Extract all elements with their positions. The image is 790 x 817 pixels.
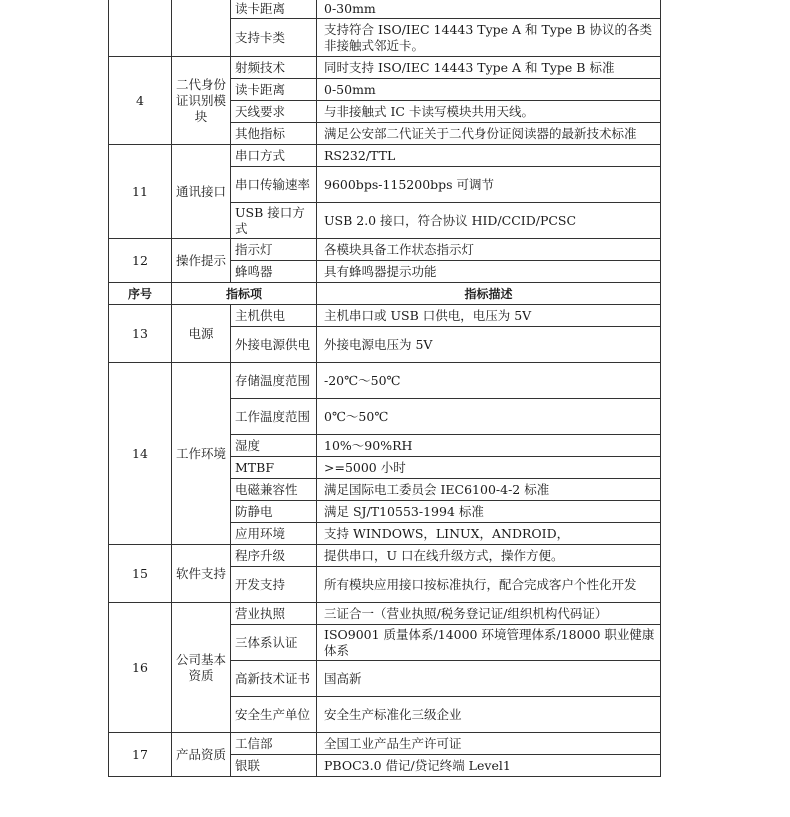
- item-value: 三证合一（营业执照/税务登记证/组织机构代码证）: [317, 603, 661, 625]
- category-cell: 二代身份证识别模块: [172, 57, 231, 145]
- item-label: 程序升级: [231, 545, 317, 567]
- spec-table: [108, 0, 661, 777]
- category-cell: 操作提示: [172, 239, 231, 283]
- row-number: 12: [109, 239, 172, 283]
- item-value: 安全生产标准化三级企业: [317, 697, 661, 733]
- item-label: 其他指标: [231, 123, 317, 145]
- category-cell: [172, 0, 231, 57]
- item-value: ISO9001 质量体系/14000 环境管理体系/18000 职业健康体系: [317, 625, 661, 661]
- row-number: 11: [109, 145, 172, 239]
- category-cell: 公司基本资质: [172, 603, 231, 733]
- item-value: 所有模块应用接口按标准执行，配合完成客户个性化开发: [317, 567, 661, 603]
- item-label: 工作温度范围: [231, 399, 317, 435]
- row-number: [109, 0, 172, 57]
- item-value: 全国工业产品生产许可证: [317, 733, 661, 755]
- item-value: 各模块具备工作状态指示灯: [317, 239, 661, 261]
- item-value: 0-30mm: [317, 0, 661, 19]
- header-description: 指标描述: [317, 283, 661, 305]
- row-number: 4: [109, 57, 172, 145]
- item-value: 支持 WINDOWS，LINUX，ANDROID，: [317, 523, 661, 545]
- table-row: [109, 363, 661, 399]
- row-number: 16: [109, 603, 172, 733]
- item-label: 电磁兼容性: [231, 479, 317, 501]
- item-value: 10%～90%RH: [317, 435, 661, 457]
- item-value: 满足 SJ/T10553-1994 标准: [317, 501, 661, 523]
- table-row: [109, 733, 661, 755]
- item-label: 存储温度范围: [231, 363, 317, 399]
- item-label: 应用环境: [231, 523, 317, 545]
- item-label: 安全生产单位: [231, 697, 317, 733]
- row-number: 17: [109, 733, 172, 777]
- item-value: PBOC3.0 借记/贷记终端 Level1: [317, 755, 661, 777]
- item-label: 指示灯: [231, 239, 317, 261]
- item-label: 湿度: [231, 435, 317, 457]
- item-value: 主机串口或 USB 口供电，电压为 5V: [317, 305, 661, 327]
- item-value: 0-50mm: [317, 79, 661, 101]
- item-value: 外接电源电压为 5V: [317, 327, 661, 363]
- item-label: MTBF: [231, 457, 317, 479]
- row-number: 14: [109, 363, 172, 545]
- item-label: 银联: [231, 755, 317, 777]
- table-row: [109, 545, 661, 567]
- item-value: 满足国际电工委员会 IEC6100-4-2 标准: [317, 479, 661, 501]
- item-value: >=5000 小时: [317, 457, 661, 479]
- item-label: 读卡距离: [231, 79, 317, 101]
- item-value: 满足公安部二代证关于二代身份证阅读器的最新技术标准: [317, 123, 661, 145]
- item-label: 蜂鸣器: [231, 261, 317, 283]
- category-cell: 通讯接口: [172, 145, 231, 239]
- item-label: 外接电源供电: [231, 327, 317, 363]
- item-value: 0℃～50℃: [317, 399, 661, 435]
- row-number: 13: [109, 305, 172, 363]
- row-number: 15: [109, 545, 172, 603]
- item-value: 支持符合 ISO/IEC 14443 Type A 和 Type B 协议的各类非接触式邻近卡。: [317, 19, 661, 57]
- item-label: 三体系认证: [231, 625, 317, 661]
- item-value: 具有蜂鸣器提示功能: [317, 261, 661, 283]
- item-label: 开发支持: [231, 567, 317, 603]
- item-value: 国高新: [317, 661, 661, 697]
- item-label: USB 接口方式: [231, 203, 317, 239]
- header-item: 指标项: [172, 283, 317, 305]
- category-cell: 电源: [172, 305, 231, 363]
- table-row: [109, 0, 661, 19]
- category-cell: 软件支持: [172, 545, 231, 603]
- item-label: 射频技术: [231, 57, 317, 79]
- header-number: 序号: [109, 283, 172, 305]
- item-value: RS232/TTL: [317, 145, 661, 167]
- table-row: [109, 57, 661, 79]
- item-value: 提供串口，U 口在线升级方式，操作方便。: [317, 545, 661, 567]
- item-value: 与非接触式 IC 卡读写模块共用天线。: [317, 101, 661, 123]
- item-label: 串口传输速率: [231, 167, 317, 203]
- table-row: [109, 603, 661, 625]
- table-row: [109, 239, 661, 261]
- item-value: 9600bps-115200bps 可调节: [317, 167, 661, 203]
- item-label: 串口方式: [231, 145, 317, 167]
- item-label: 支持卡类: [231, 19, 317, 57]
- item-label: 工信部: [231, 733, 317, 755]
- item-label: 防静电: [231, 501, 317, 523]
- item-value: -20℃～50℃: [317, 363, 661, 399]
- item-value: USB 2.0 接口，符合协议 HID/CCID/PCSC: [317, 203, 661, 239]
- item-label: 主机供电: [231, 305, 317, 327]
- item-label: 读卡距离: [231, 0, 317, 19]
- item-label: 天线要求: [231, 101, 317, 123]
- table-row: [109, 305, 661, 327]
- table-header-row: [109, 283, 661, 305]
- item-label: 高新技术证书: [231, 661, 317, 697]
- category-cell: 工作环境: [172, 363, 231, 545]
- category-cell: 产品资质: [172, 733, 231, 777]
- item-label: 营业执照: [231, 603, 317, 625]
- item-value: 同时支持 ISO/IEC 14443 Type A 和 Type B 标准: [317, 57, 661, 79]
- table-row: [109, 145, 661, 167]
